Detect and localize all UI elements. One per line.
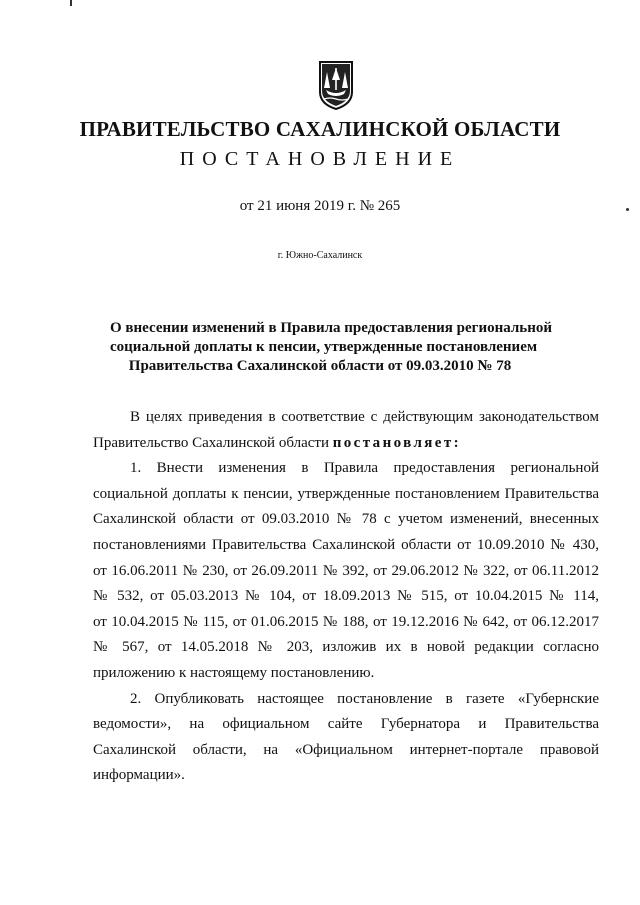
- document-body: [93, 405, 599, 789]
- intro-text: Правительство Сахалинской области: [93, 434, 333, 451]
- title-line: социальной доплаты к пенсии, утвержденные постановлением: [110, 339, 538, 355]
- title-line: О внесении изменений в Правила предоставления региональной: [110, 320, 552, 336]
- item1-line: приложению к настоящему постановлению.: [93, 664, 375, 681]
- item1-line: от 10.04.2015 № 115, от 01.06.2015 № 188, от 19.12.2016 № 642, от 06.12.2017: [93, 613, 599, 630]
- document-type: ПОСТАНОВЛЕНИЕ: [179, 148, 461, 170]
- document-date: от 21 июня 2019 г. № 265: [239, 198, 401, 214]
- document-city: г. Южно-Сахалинск: [277, 250, 363, 261]
- organization-name: ПРАВИТЕЛЬСТВО САХАЛИНСКОЙ ОБЛАСТИ: [79, 117, 561, 141]
- item1-line: от 16.06.2011 № 230, от 26.09.2011 № 392, от 29.06.2012 № 322, от 06.11.2012: [93, 562, 599, 579]
- item2-line: 2. Опубликовать настоящее постановление в газете «Губернские: [130, 690, 599, 707]
- intro-line: [93, 431, 599, 457]
- document-title: [110, 319, 552, 376]
- item2-line: ведомости», на официальном сайте Губернатора и Правительства: [93, 716, 599, 733]
- intro-line: В целях приведения в соответствие с действующим законодательством: [130, 409, 599, 425]
- item1-line: № 567, от 14.05.2018 № 203, изложив их в новой редакции согласно: [93, 639, 599, 656]
- item2-line: Сахалинской области, на «Официальном интернет-портале правовой: [93, 741, 599, 758]
- scan-mark: [70, 0, 72, 6]
- item1-line: постановлениями Правительства Сахалинской области от 10.09.2010 № 430,: [93, 536, 599, 553]
- item1-line: 1. Внести изменения в Правила предоставления региональной: [130, 460, 599, 477]
- sakhalin-coat-of-arms-icon: [318, 60, 354, 110]
- item1-line: № 532, от 05.03.2013 № 104, от 18.09.2013 № 515, от 10.04.2015 № 114,: [93, 588, 599, 605]
- item1-line: Сахалинской области от 09.03.2010 № 78 с учетом изменений, внесенных: [93, 511, 599, 528]
- item1-line: социальной доплаты к пенсии, утвержденные постановлением Правительства: [93, 485, 599, 502]
- item2-line: информации».: [93, 767, 185, 784]
- resolution-keyword: постановляет:: [332, 434, 462, 451]
- title-line: Правительства Сахалинской области от 09.03.2010 № 78: [128, 358, 512, 374]
